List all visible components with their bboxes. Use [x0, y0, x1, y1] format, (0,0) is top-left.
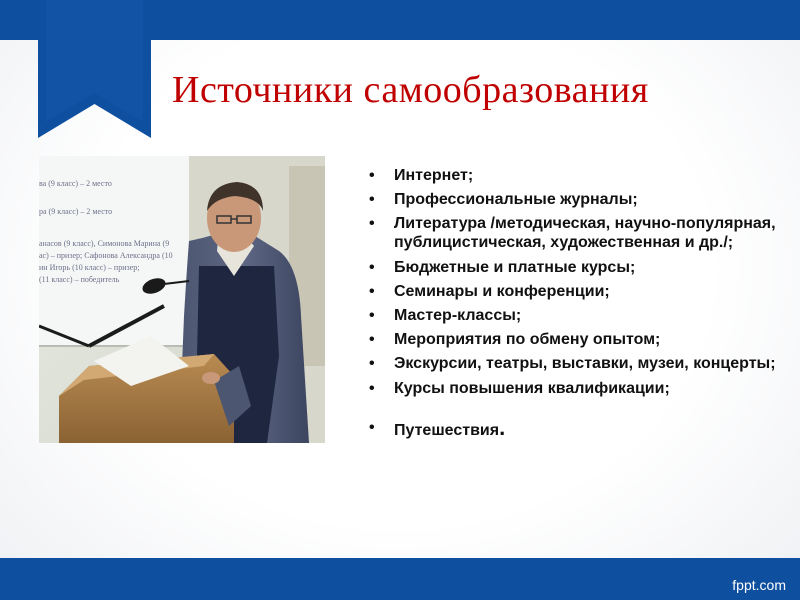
- footer-brand: fppt.com: [732, 577, 786, 593]
- bottom-band: [0, 558, 800, 600]
- list-item: • Литература /методическая, научно-популярная, публицистическая, художественная и др./;: [366, 214, 796, 252]
- svg-text:(11 класс) – победитель: (11 класс) – победитель: [39, 275, 120, 284]
- list-item: • Интернет;: [366, 166, 796, 185]
- svg-text:ин Игорь (10 класс) – призер;: ин Игорь (10 класс) – призер;: [39, 263, 140, 272]
- svg-text:ас) – призер; Сафонова Алексан: ас) – призер; Сафонова Александра (10: [39, 251, 173, 260]
- svg-text:анасов (9 класс), Симонова Мар: анасов (9 класс), Симонова Марина (9: [39, 239, 170, 248]
- list-item: • Бюджетные и платные курсы;: [366, 258, 796, 277]
- list-item-text: Путешествия: [394, 421, 500, 439]
- list-item: • Мастер-классы;: [366, 306, 796, 325]
- sources-list: [366, 166, 796, 445]
- list-item: • Профессиональные журналы;: [366, 190, 796, 209]
- svg-text:ва (9 класс) – 2 место: ва (9 класс) – 2 место: [39, 179, 112, 188]
- list-item-last: [366, 414, 796, 440]
- speaker-at-podium-photo: [39, 156, 325, 443]
- svg-text:ра (9 класс) – 2 место: ра (9 класс) – 2 место: [39, 207, 113, 216]
- slide-title: Источники самообразования: [172, 69, 649, 111]
- list-item-period: .: [499, 414, 506, 440]
- list-item: • Экскурсии, театры, выставки, музеи, концерты;: [366, 354, 796, 373]
- list-item: • Курсы повышения квалификации;: [366, 379, 796, 398]
- list-item: • Мероприятия по обмену опытом;: [366, 330, 796, 349]
- speaker-photo: [39, 156, 325, 443]
- bookmark-ribbon: [38, 0, 151, 138]
- list-item: • Семинары и конференции;: [366, 282, 796, 301]
